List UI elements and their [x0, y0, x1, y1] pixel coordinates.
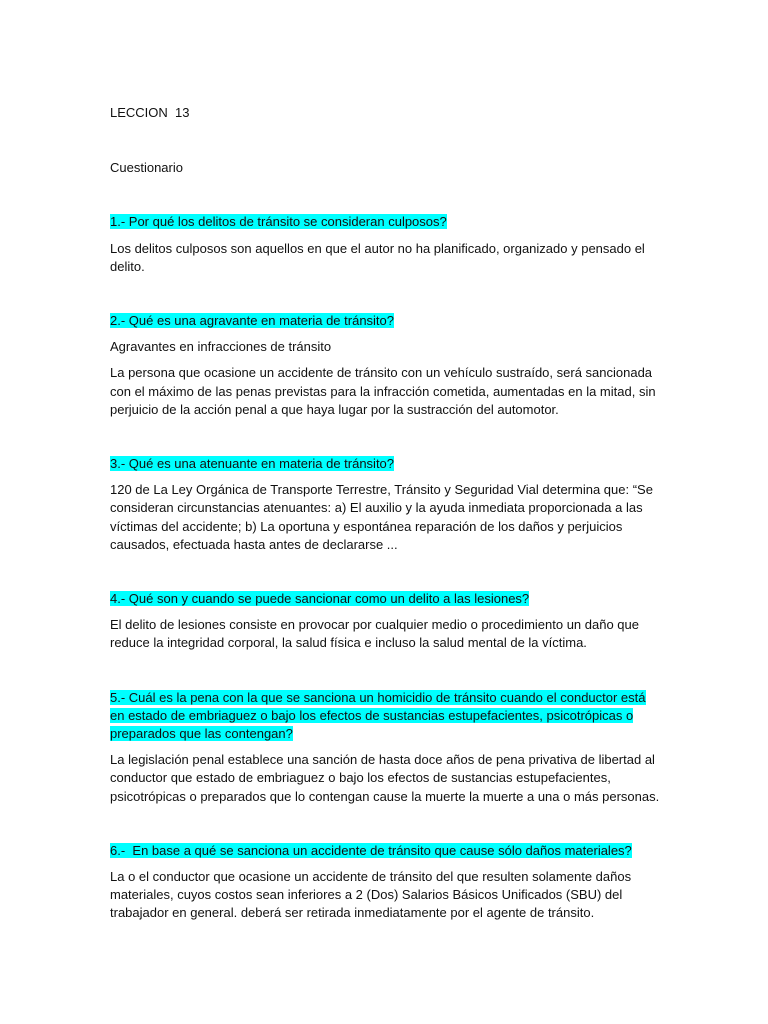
answer-1: Los delitos culposos son aquellos en que el autor no ha planificado, organizado y pensado el delito.	[110, 240, 645, 274]
answer-5: La legislación penal establece una sanción de hasta doce años de pena privativa de libertad al conductor que estado de embriaguez o bajo los efectos de sustancias estupefacientes, psicotrópicas o preparados que lo contengan cause la muerte la muerte a una o más personas.	[110, 752, 660, 804]
question-3	[110, 455, 660, 473]
lesson-title: LECCION 13	[110, 105, 190, 120]
answer-6: La o el conductor que ocasione un accidente de tránsito del que resulten solamente daños materiales, cuyos costos sean inferiores a 2 (Dos) Salarios Básicos Unificados (SBU) del trabajador en general. deberá ser retirada inmediatamente por el agente de tránsito.	[110, 869, 632, 921]
answer-4: El delito de lesiones consiste en provocar por cualquier medio o procedimiento un daño que reduce la integridad corporal, la salud física e incluso la salud mental de la víctima.	[110, 617, 639, 651]
question-4	[110, 590, 660, 608]
answer-2-heading: Agravantes en infracciones de tránsito	[110, 339, 332, 355]
question-5	[110, 689, 660, 744]
question-4-text: 4.- Qué son y cuando se puede sancionar como un delito a las lesiones?	[110, 591, 530, 607]
question-6-text: 6.- En base a qué se sanciona un accidente de tránsito que cause sólo daños materiales?	[110, 842, 632, 858]
document-page	[110, 104, 660, 923]
question-6	[110, 842, 660, 860]
question-5-text: 5.- Cuál es la pena con la que se sanciona un homicidio de tránsito cuando el conductor está en estado de embriaguez o bajo los efectos de sustancias estupefacientes, psicotrópicas o preparados que las contengan?	[110, 689, 646, 742]
question-2-text: 2.- Qué es una agravante en materia de tránsito?	[110, 313, 395, 329]
question-1	[110, 213, 660, 231]
question-1-text: 1.- Por qué los delitos de tránsito se consideran culposos?	[110, 214, 447, 230]
answer-3: 120 de La Ley Orgánica de Transporte Terrestre, Tránsito y Seguridad Vial determina que: “Se consideran circunstancias atenuantes: a) El auxilio y la ayuda inmediata proporcionada a las víctimas del accidente; b) La oportuna y espontánea reparación de los daños y perjuicios causados, efectuada hasta antes de declararse ...	[110, 482, 653, 552]
answer-2: La persona que ocasione un accidente de tránsito con un vehículo sustraído, será sancionada con el máximo de las penas previstas para la infracción cometida, aumentadas en la mitad, sin perjuicio de la acción penal a que haya lugar por la sustracción del automotor.	[110, 365, 656, 417]
question-2	[110, 312, 660, 330]
questionnaire-heading: Cuestionario	[110, 160, 183, 176]
question-3-text: 3.- Qué es una atenuante en materia de tránsito?	[110, 456, 395, 472]
